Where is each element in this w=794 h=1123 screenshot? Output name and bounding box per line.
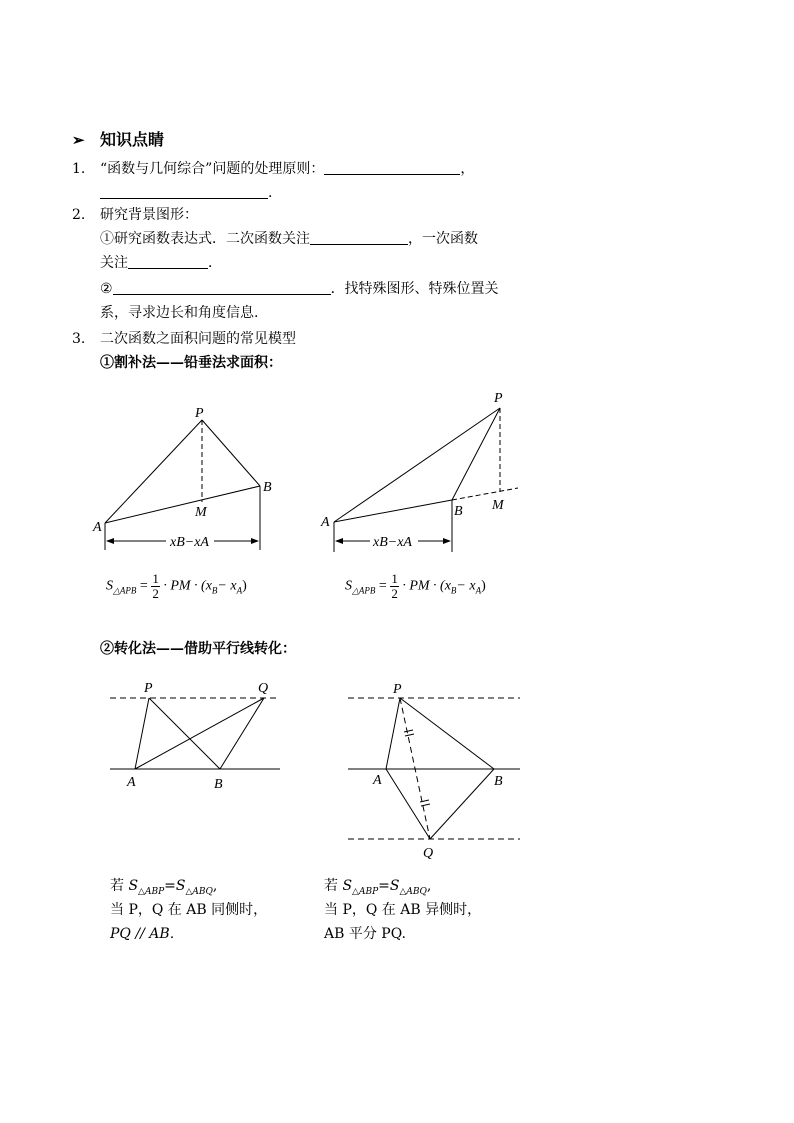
item-2-line3 <box>100 280 499 298</box>
formula-2-body: · PM · (x <box>402 578 451 594</box>
item-1-number: 1. <box>72 161 86 177</box>
formula-1-fraction <box>151 572 160 601</box>
caption-1-eq: =S <box>164 878 186 894</box>
fig3-label-p: P <box>144 681 153 696</box>
item-2-number: 2. <box>72 207 86 223</box>
model-2-title: ②转化法——借助平行线转化： <box>100 641 296 657</box>
item-3-number: 3. <box>72 331 86 347</box>
formula-1-sub-b: B <box>211 585 218 596</box>
item-2-line2 <box>100 254 222 272</box>
fig1-label-b: B <box>263 480 272 495</box>
fig3-edge-pb <box>149 698 220 769</box>
formula-1-minus: − x <box>217 578 237 594</box>
item-2a-mid: ，一次函数 <box>408 231 478 247</box>
caption-1-ruo: 若 <box>110 878 129 894</box>
caption-1-line3: PQ // AB． <box>110 926 184 942</box>
figure-1 <box>88 398 288 568</box>
fig1-label-a: A <box>93 520 102 535</box>
caption-2-comma: , <box>426 878 432 894</box>
fig1-edge-pb <box>202 420 260 486</box>
caption-2-line1 <box>324 877 431 901</box>
item-1-period: . <box>268 185 273 201</box>
formula-1-num: 1 <box>152 571 159 586</box>
formula-2-s: S <box>345 578 352 594</box>
fig4-label-p: P <box>393 682 402 697</box>
fig1-edge-ap <box>105 420 202 523</box>
caption-2-eq: =S <box>378 878 400 894</box>
caption-1-sub2: △ABQ <box>185 887 213 897</box>
formula-1-close: ) <box>242 578 247 594</box>
fig2-edge-ab <box>334 500 452 522</box>
formula-1-body: · PM · (x <box>163 578 212 594</box>
item-3-title: 二次函数之面积问题的常见模型 <box>100 331 296 347</box>
fig3-label-q: Q <box>258 681 269 696</box>
fig2-label-p: P <box>494 391 503 406</box>
item-2a-end: ． <box>208 255 222 271</box>
formula-2-den: 2 <box>391 586 398 601</box>
fig3-label-a: A <box>127 775 136 790</box>
item-2-line1 <box>100 230 478 248</box>
formula-2-num: 1 <box>391 571 398 586</box>
caption-1-comma: , <box>212 878 218 894</box>
formula-2-close: ) <box>481 578 486 594</box>
caption-1-line2: 当 P，Q 在 AB 同侧时， <box>110 902 268 918</box>
fig4-edge-qb <box>430 769 494 839</box>
item-2a-tail: 关注 <box>100 255 128 271</box>
fig2-edge-pb <box>452 408 500 500</box>
item-2-title: 研究背景图形： <box>100 207 198 223</box>
caption-1-sub1: △ABP <box>138 887 165 897</box>
figure-2 <box>318 388 528 558</box>
section-title: 知识点睛 <box>100 130 165 149</box>
figure-3 <box>100 678 290 798</box>
fig4-label-b: B <box>494 774 503 789</box>
fig3-edge-qb <box>220 698 264 769</box>
formula-1-sub-a: A <box>236 585 243 596</box>
fig1-label-m: M <box>195 505 207 520</box>
caption-2-sub1: △ABP <box>352 887 379 897</box>
caption-2-s: S <box>342 878 353 894</box>
fig1-edge-ab <box>105 486 260 523</box>
formula-2-eq: = <box>378 578 387 594</box>
formula-2-sub-b: B <box>450 585 457 596</box>
blank-1b <box>100 184 268 199</box>
formula-2-minus: − x <box>456 578 476 594</box>
caption-1-line1 <box>110 877 217 901</box>
blank-1a <box>324 160 460 175</box>
formula-2-fraction <box>390 572 399 601</box>
figure-4 <box>340 678 530 863</box>
caption-2-line3: AB 平分 PQ. <box>324 926 406 942</box>
model-1-title: ①割补法——铅垂法求面积： <box>100 355 282 371</box>
item-1-lead: “函数与几何综合”问题的处理原则： <box>100 161 325 177</box>
fig2-label-m: M <box>492 498 504 513</box>
fig4-edge-pa <box>386 698 400 769</box>
fig1-label-p: P <box>195 406 204 421</box>
fig3-edge-pa <box>135 698 149 769</box>
formula-1 <box>106 572 247 601</box>
formula-1-sub: △APB <box>113 585 137 596</box>
caption-2-line2: 当 P，Q 在 AB 异侧时， <box>324 902 482 918</box>
fig2-extension <box>452 488 518 500</box>
blank-2b <box>128 254 208 269</box>
item-1-line2 <box>100 184 272 202</box>
fig4-edge-pb <box>400 698 494 769</box>
item-2a-lead: ①研究函数表达式．二次函数关注 <box>100 231 310 247</box>
fig2-label-b: B <box>454 504 463 519</box>
fig2-arrow-left-icon <box>335 538 343 544</box>
formula-1-den: 2 <box>152 586 159 601</box>
fig2-arrow-right-icon <box>443 538 451 544</box>
fig1-arrow-right-icon <box>251 538 259 544</box>
item-2b-lead: ② <box>100 281 113 297</box>
item-1-text <box>100 160 474 178</box>
fig2-edge-ap <box>334 408 500 522</box>
fig2-dim-label: xB−xA <box>373 535 412 550</box>
fig1-arrow-left-icon <box>106 538 114 544</box>
fig4-label-q: Q <box>423 846 434 861</box>
item-2-line4: 系，寻求边长和角度信息. <box>100 305 259 321</box>
item-1-comma: ， <box>460 161 475 177</box>
section-arrow-icon: ➢ <box>72 131 85 149</box>
blank-2c <box>113 280 331 295</box>
fig3-edge-qa <box>135 698 264 769</box>
fig4-label-a: A <box>373 773 382 788</box>
formula-1-s: S <box>106 578 113 594</box>
formula-1-eq: = <box>139 578 148 594</box>
caption-2-sub2: △ABQ <box>399 887 427 897</box>
blank-2a <box>310 230 408 245</box>
fig3-label-b: B <box>214 777 223 792</box>
formula-2-sub: △APB <box>352 585 376 596</box>
fig4-equal-mark-top <box>404 730 414 736</box>
caption-1-s: S <box>128 878 139 894</box>
formula-2 <box>345 572 486 601</box>
fig2-label-a: A <box>321 515 330 530</box>
formula-2-sub-a: A <box>475 585 482 596</box>
fig1-dim-label: xB−xA <box>170 535 209 550</box>
caption-2-ruo: 若 <box>324 878 343 894</box>
fig4-edge-qa <box>386 769 430 839</box>
item-2b-mid: ．找特殊图形、特殊位置关 <box>330 281 499 297</box>
